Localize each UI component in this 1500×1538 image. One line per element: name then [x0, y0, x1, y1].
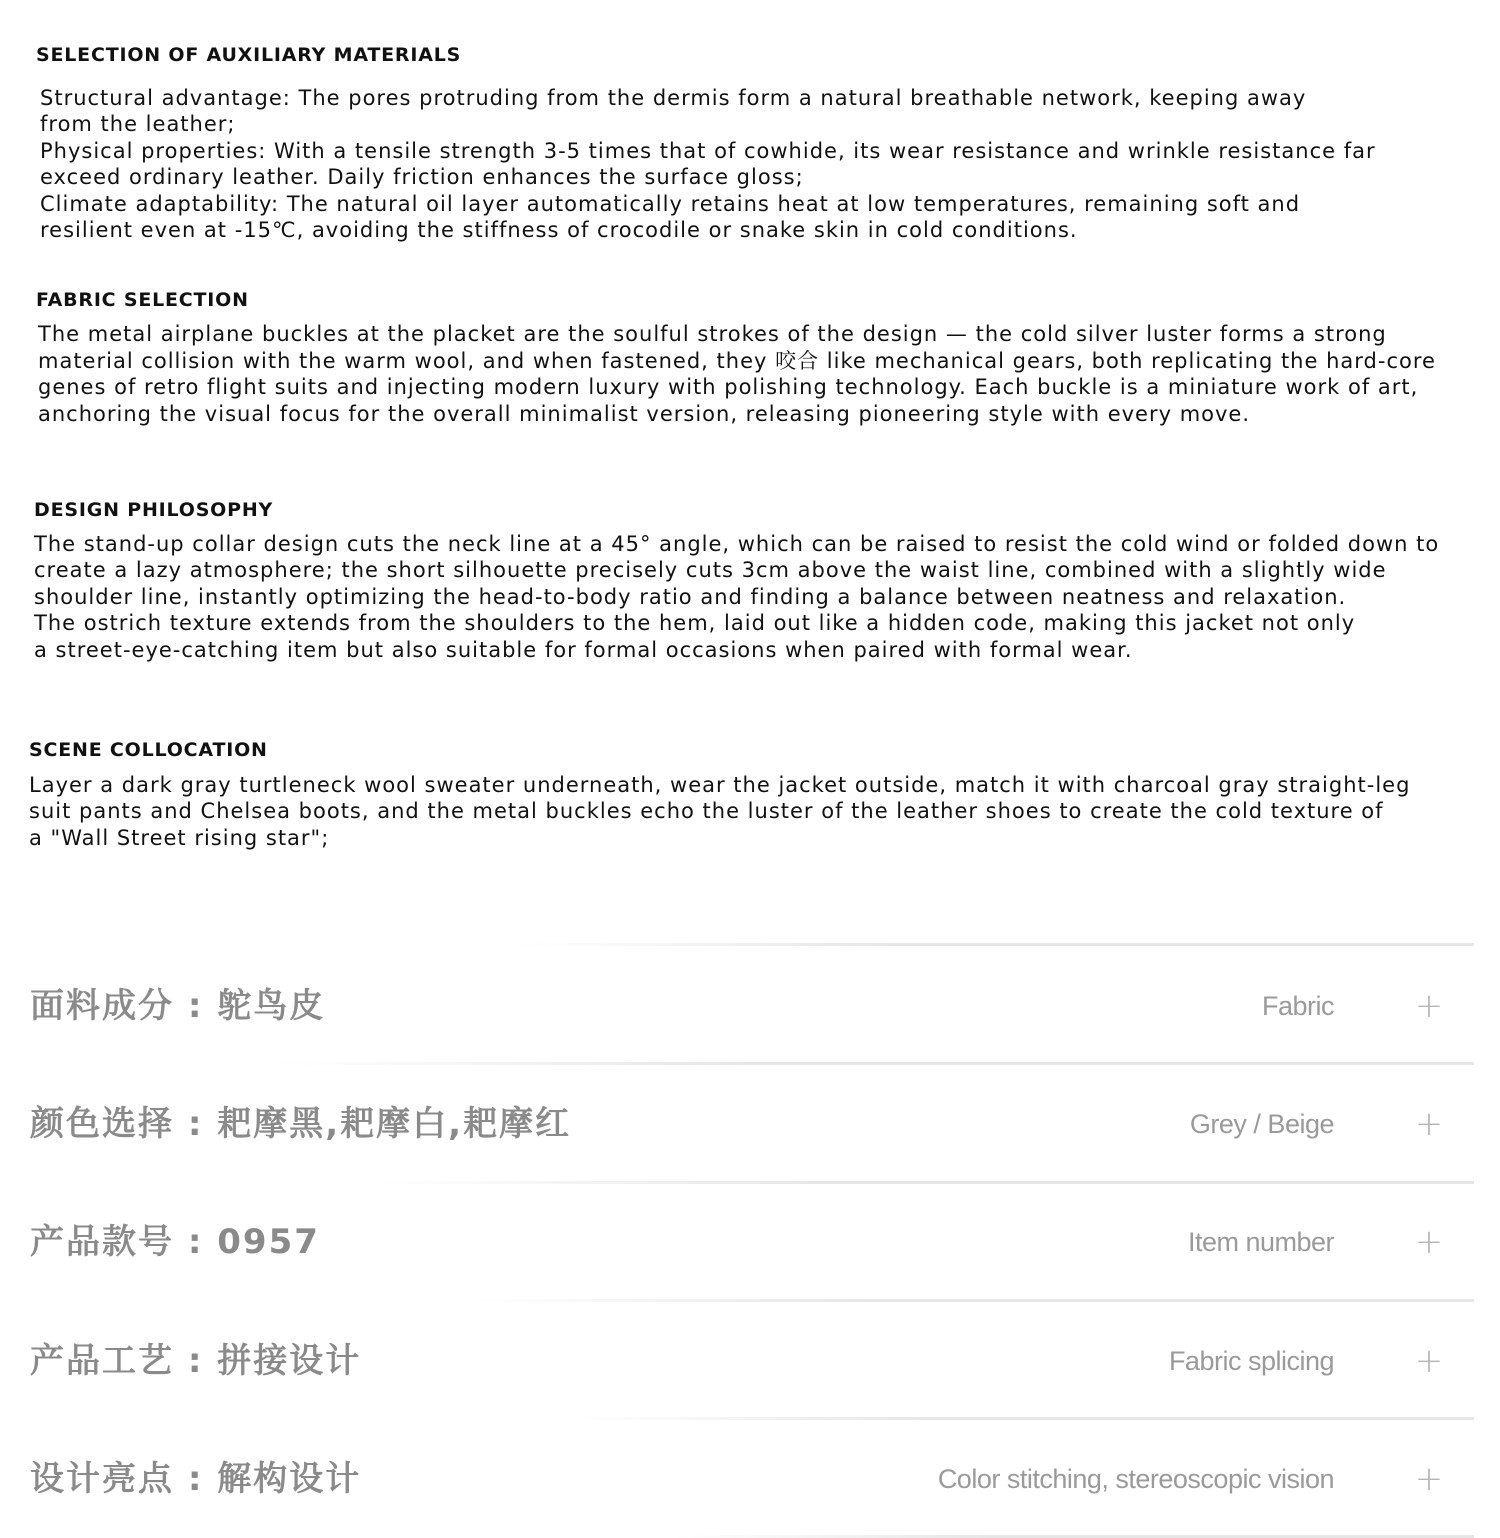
- paragraph-line: from the leather;: [40, 112, 236, 136]
- spec-value: Fabric splicing: [1168, 1346, 1334, 1376]
- spec-value: Color stitching, stereoscopic vision: [937, 1464, 1334, 1494]
- paragraph-line: The stand-up collar design cuts the neck line at a 45° angle, which can be raised to resist the cold wind or folded down to: [34, 532, 1440, 556]
- spec-row-color: [0, 1065, 1500, 1183]
- paragraph-line: suit pants and Chelsea boots, and the metal buckles echo the luster of the leather shoes to create the cold texture of: [29, 799, 1384, 823]
- section-title: FABRIC SELECTION: [36, 289, 249, 311]
- section-title: SELECTION OF AUXILIARY MATERIALS: [36, 44, 462, 66]
- paragraph-line: The metal airplane buckles at the placket are the soulful strokes of the design — the cold silver luster forms a strong: [38, 322, 1387, 346]
- paragraph-line: create a lazy atmosphere; the short silhouette precisely cuts 3cm above the waist line, combined with a slightly wide: [34, 558, 1387, 582]
- paragraph-line: shoulder line, instantly optimizing the head-to-body ratio and finding a balance between neatness and relaxation.: [34, 585, 1347, 609]
- divider: [514, 943, 1474, 946]
- spec-label: 设计亮点 : 解构设计: [30, 1459, 362, 1499]
- spec-row-item-number: [0, 1183, 1500, 1301]
- paragraph-line: Layer a dark gray turtleneck wool sweater underneath, wear the jacket outside, match it with charcoal gray straight-leg: [29, 773, 1411, 797]
- paragraph-line: genes of retro flight suits and injecting modern luxury with polishing technology. Each buckle is a miniature work of art,: [38, 375, 1419, 399]
- section-title: SCENE COLLOCATION: [29, 739, 268, 761]
- spec-row-highlight: [0, 1420, 1500, 1538]
- plus-icon[interactable]: +: [1414, 1104, 1444, 1144]
- paragraph-line: material collision with the warm wool, and when fastened, they 咬合 like mechanical gears, both replicating the hard-core: [38, 349, 1436, 373]
- spec-label: 产品工艺 : 拼接设计: [30, 1341, 362, 1381]
- paragraph-line: The ostrich texture extends from the shoulders to the hem, laid out like a hidden code, making this jacket not only: [34, 611, 1356, 635]
- spec-label: 颜色选择 : 耙摩黑,耙摩白,耙摩红: [30, 1104, 572, 1144]
- spec-row-fabric: [0, 947, 1500, 1065]
- plus-icon[interactable]: +: [1414, 1222, 1444, 1262]
- paragraph-line: Structural advantage: The pores protruding from the dermis form a natural breathable network, keeping away: [40, 86, 1307, 110]
- paragraph-line: resilient even at -15℃, avoiding the stiffness of crocodile or snake skin in cold conditions.: [40, 218, 1078, 242]
- plus-icon[interactable]: +: [1414, 1341, 1444, 1381]
- plus-icon[interactable]: +: [1414, 1459, 1444, 1499]
- paragraph-line: anchoring the visual focus for the overall minimalist version, releasing pioneering style with every move.: [38, 402, 1251, 426]
- paragraph-line: exceed ordinary leather. Daily friction enhances the surface gloss;: [40, 165, 804, 189]
- paragraph-line: Physical properties: With a tensile strength 3-5 times that of cowhide, its wear resistance and wrinkle resistance far: [40, 139, 1376, 163]
- paragraph-line: a "Wall Street rising star";: [29, 826, 330, 850]
- spec-label: 面料成分 : 鸵鸟皮: [30, 986, 326, 1026]
- spec-row-craft: [0, 1302, 1500, 1420]
- spec-value: Grey / Beige: [1189, 1109, 1334, 1139]
- spec-label: 产品款号 : 0957: [30, 1222, 320, 1262]
- spec-value: Item number: [1187, 1227, 1334, 1257]
- plus-icon[interactable]: +: [1414, 986, 1444, 1026]
- section-title: DESIGN PHILOSOPHY: [34, 499, 274, 521]
- paragraph-line: a street-eye-catching item but also suitable for formal occasions when paired with formal wear.: [34, 638, 1133, 662]
- paragraph-line: Climate adaptability: The natural oil layer automatically retains heat at low temperatures, remaining soft and: [40, 192, 1301, 216]
- spec-value: Fabric: [1261, 991, 1334, 1021]
